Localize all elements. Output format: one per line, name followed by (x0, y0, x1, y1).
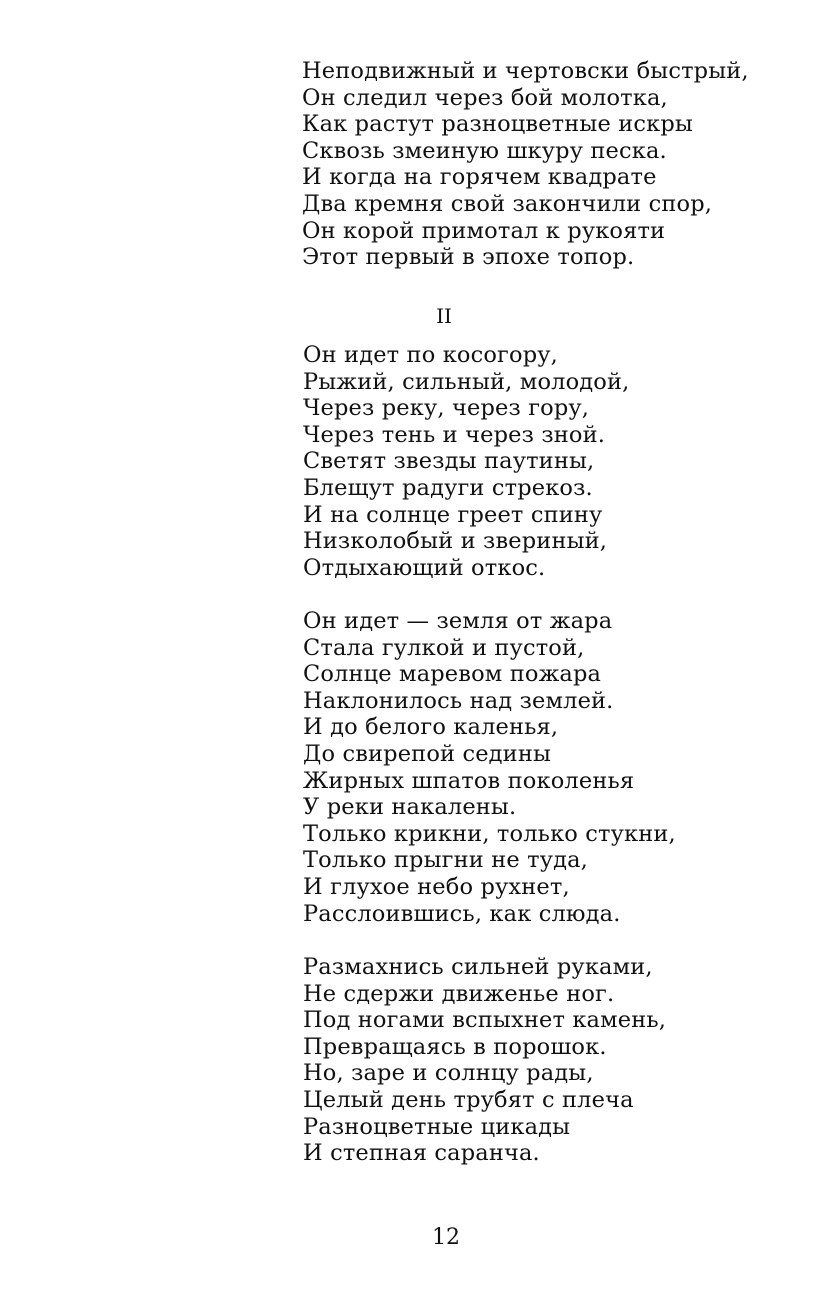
poem-line: У реки накалены. (303, 794, 517, 821)
poem-line: Только прыгни не туда, (303, 847, 588, 874)
poem-line: Светят звезды паутины, (303, 448, 595, 475)
poem-line: Расслоившись, как слюда. (303, 900, 621, 927)
poem-stanza (303, 342, 629, 581)
poem-line: Этот первый в эпохе топор. (302, 244, 635, 271)
poem-line: Он корой примотал к рукояти (302, 217, 666, 244)
poem-line: Он идет по косогору, (303, 342, 558, 368)
poem-line: И глухое небо рухнет, (303, 873, 570, 900)
poem-stanza (303, 608, 676, 927)
poem-line: Превращаясь в порошок. (303, 1033, 607, 1060)
poem-line: Сквозь змеиную шкуру песка. (302, 137, 667, 164)
poem-line: Рыжий, сильный, молодой, (303, 368, 630, 395)
poem-line: Не сдержи движенье ног. (303, 980, 615, 1007)
poem-line: Под ногами вспыхнет камень, (303, 1007, 667, 1034)
poem-line: Через тень и через зной. (303, 421, 606, 448)
poem-line: Отдыхающий откос. (303, 554, 546, 581)
poem-line: Он идет — земля от жара (303, 608, 613, 634)
poem-line: И степная саранча. (303, 1140, 540, 1167)
poem-line: Через реку, через гору, (303, 395, 590, 422)
poem-line: Жирных шпатов поколенья (303, 767, 635, 794)
poem-line: Стала гулкой и пустой, (303, 634, 585, 661)
poem-line: Блещут радуги стрекоз. (303, 474, 593, 501)
poem-line: Разноцветные цикады (303, 1113, 571, 1140)
poem-line: Как растут разноцветные искры (302, 111, 693, 138)
poem-line: До свирепой седины (303, 740, 552, 767)
poem-line: Но, заре и солнцу рады, (303, 1060, 594, 1087)
poem-line: Наклонилось над землей. (303, 687, 614, 714)
poem-line: И на солнце греет спину (303, 501, 603, 528)
poem-line: Два кремня свой закончили спор, (302, 190, 713, 217)
page-number: 12 (432, 1225, 460, 1250)
poem-line: Он следил через бой молотка, (302, 84, 668, 111)
poem-stanza (303, 954, 666, 1167)
poem-line: Солнце маревом пожара (303, 661, 602, 688)
poem-line: Размахнись сильней руками, (303, 954, 653, 980)
poem-line: Неподвижный и чертовски быстрый, (302, 58, 749, 84)
poem-line: Низколобый и звериный, (303, 528, 608, 555)
poem-line: Целый день трубят с плеча (303, 1086, 634, 1113)
poem-line: И когда на горячем квадрате (302, 164, 657, 191)
poem-stanza (302, 58, 749, 271)
poem-line: И до белого каленья, (303, 714, 559, 741)
section-number: II (436, 304, 452, 328)
poem-line: Только крикни, только стукни, (303, 820, 676, 847)
